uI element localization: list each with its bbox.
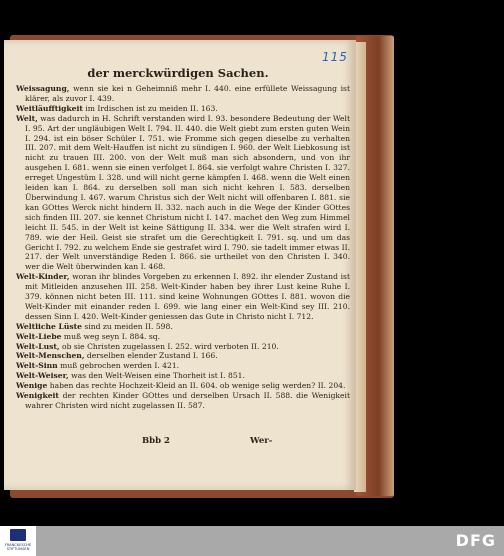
francke-logo-text: FRANCKESCHE STIFTUNGEN	[4, 543, 32, 552]
index-entry	[16, 342, 350, 352]
index-entry	[16, 322, 350, 332]
index-entry	[16, 104, 350, 114]
entry-headword: Welt,	[16, 113, 38, 123]
catchword: Wer-	[250, 436, 273, 446]
entry-text: wenn sie kei n Geheimniß mehr I. 440. eine erfüllete Weissagung ist klärer, als zuvor I. 439.	[25, 84, 351, 103]
entry-headword: Welt-Weiser,	[16, 371, 69, 381]
entry-text: was dadurch in H. Schrift verstanden wird I. 93. besondere Bedeutung der Welt I. 95. Art der ungläubigen Welt I. 794. II. 440. die Welt giebt zum ersten guten Wein I. 294. ist ein böser Schüler I. 751. wie Fromme sich gegen dieselbe zu verhalten III. 207. mit dem Welt-Hauffen ist nicht zu sündigen I. 960. der Welt Liebkosung ist nicht zu trauen III. 200. von der Welt muß man sich absondern, und von ihr ausgehen I. 681. wenn sie einen verfolget I. 864. sie verfolgt wahre Christen I. 327. erreget Ungestüm I. 328. und will nicht gerne kämpfen I. 468. wenn die Welt einen leiden kan I. 864. zu derselben soll man sich nicht kehren I. 583. derselben Überwindung I. 467. warum Christus sich der Welt nicht will offenbaren I. 881. sie kan GOttes Werck nicht hindern II. 332. nach auch in die Wege der Kinder GOttes sich finden III. 207. sie kennet Christum nicht I. 147. machet den Weg zum Himmel leicht II. 545. in der Welt ist keine Sättigung II. 334. wer die Welt strafen wird I. 789. wie der Heil. Geist sie strafet um die Gerechtigkeit I. 791. sq. und um das Gericht I. 792. zu welchem Ende sie gestrafet wird I. 790. sie tadelt immer etwas II. 217. der Welt unverständige Reden I. 866. sie urtheilet von den Christen I. 340. wer die Welt überwinden kan I. 468.	[25, 113, 350, 272]
dfg-logo: DFG	[455, 531, 496, 550]
index-entry	[16, 332, 350, 342]
entry-text: haben das rechte Hochzeit-Kleid an II. 604. ob wenige selig werden? II. 204.	[49, 381, 346, 391]
francke-logo-icon	[10, 529, 26, 541]
entry-headword: Welt-Kinder,	[16, 272, 70, 282]
entry-text: im Irdischen ist zu meiden II. 163.	[85, 103, 218, 113]
entry-headword: Wenige	[16, 381, 48, 391]
entry-headword: Welt-Sinn	[16, 361, 58, 371]
entry-headword: Welt-Liebe	[16, 331, 62, 341]
entry-headword: Weissagung,	[16, 84, 70, 93]
entry-text: ob sie Christen zugelassen I. 252. wird verboten II. 210.	[62, 341, 279, 351]
manuscript-page-number: 115	[322, 50, 348, 64]
entry-headword: Weltliche Lüste	[16, 321, 82, 331]
entry-text: was den Welt-Weisen eine Thorheit ist I. 851.	[71, 371, 245, 381]
index-entry	[16, 381, 350, 391]
entry-headword: Welt-Menschen,	[16, 351, 85, 361]
entry-headword: Wenigkeit	[16, 391, 59, 401]
index-entry	[16, 351, 350, 361]
entry-text: sind zu meiden II. 598.	[84, 321, 173, 331]
index-entries	[16, 84, 350, 411]
index-entry	[16, 114, 350, 273]
index-entry	[16, 272, 350, 322]
entry-text: muß weg seyn I. 884. sq.	[63, 331, 161, 341]
index-entry	[16, 391, 350, 411]
index-entry	[16, 361, 350, 371]
entry-text: der rechten Kinder GOttes und derselben Ursach II. 588. die Wenigkeit wahrer Christen wird nicht zugelassen II. 587.	[25, 391, 351, 410]
signature-mark: Bbb 2	[142, 436, 170, 446]
entry-text: woran ihr blindes Vorgeben zu erkennen I. 892. ihr elender Zustand ist mit Mitleiden anzusehen III. 258. Welt-Kinder haben bey ihrer Lust keine Ruhe I. 379. können nicht beten III. 111. sind keine Wohnungen GOttes I. 881. wovon die Welt-Kinder mit einander reden I. 699. wie lang einer ein Welt-Kind sey III. 210. dessen Sinn I. 420. Welt-Kinder geniessen das Gute in Christo nicht I. 712.	[25, 272, 350, 321]
entry-text: derselben elender Zustand I. 166.	[86, 351, 218, 361]
viewer-footer	[0, 526, 504, 556]
entry-headword: Welt-Lust,	[16, 341, 60, 351]
running-head: der merckwürdigen Sachen.	[87, 66, 269, 80]
index-entry	[16, 84, 350, 104]
entry-text: muß gebrochen werden I. 421.	[60, 361, 180, 371]
index-entry	[16, 371, 350, 381]
francke-logo	[0, 526, 36, 556]
entry-headword: Weitläufftigkeit	[16, 103, 83, 113]
